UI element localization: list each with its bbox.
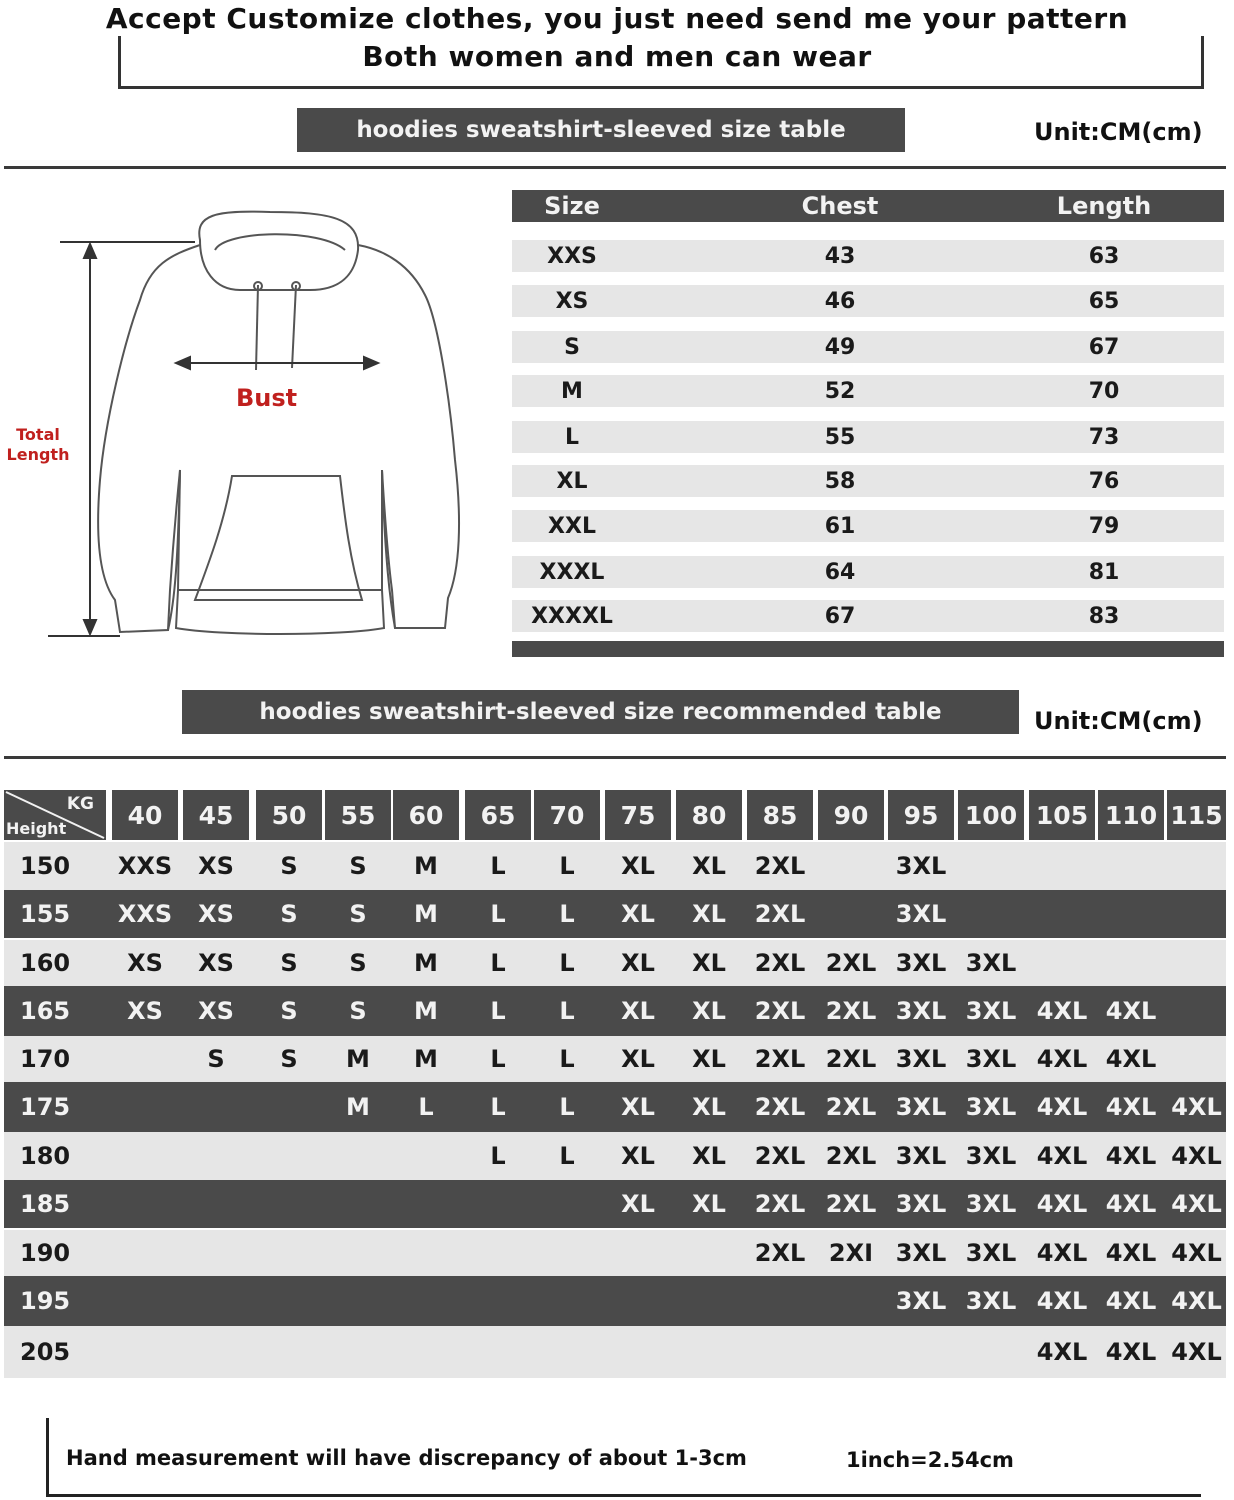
- size-recommendation-cell: [1029, 890, 1095, 938]
- size-recommendation-cell: [747, 1326, 813, 1378]
- kg-header-cell: 50: [256, 790, 322, 840]
- recommended-row: [4, 986, 1226, 1036]
- size-recommendation-cell: [958, 842, 1024, 890]
- kg-header-cell: 100: [958, 790, 1024, 840]
- size-recommendation-cell: [534, 1180, 600, 1228]
- size-recommendation-cell: 4XL: [1171, 1093, 1222, 1121]
- size-recommendation-cell: [465, 1230, 531, 1276]
- size-table-cell: 43: [824, 243, 856, 269]
- size-recommendation-cell: 4XL: [1105, 997, 1157, 1025]
- size-table-cell: 52: [824, 378, 856, 404]
- size-recommendation-cell: 2XL: [825, 1142, 877, 1170]
- size-recommendation-cell: 4XL: [1036, 997, 1088, 1025]
- size-table-unit: Unit:CM(cm): [1034, 118, 1203, 146]
- size-recommendation-cell: [112, 1230, 178, 1276]
- size-recommendation-cell: 2XL: [754, 1045, 806, 1073]
- size-recommendation-cell: [605, 1326, 671, 1378]
- size-recommendation-cell: L: [559, 949, 575, 977]
- size-recommendation-cell: 3XL: [965, 949, 1017, 977]
- size-table-col-size: Size: [544, 192, 600, 220]
- size-recommendation-cell: [534, 1276, 600, 1326]
- size-table-cell: XXL: [548, 513, 596, 539]
- height-cell: 195: [20, 1287, 71, 1315]
- size-recommendation-cell: [676, 1326, 742, 1378]
- size-recommendation-cell: [256, 1230, 322, 1276]
- size-recommendation-cell: 2XL: [754, 1142, 806, 1170]
- size-recommendation-cell: [393, 1132, 459, 1180]
- size-recommendation-cell: 3XL: [895, 1287, 947, 1315]
- size-recommendation-cell: XL: [621, 900, 655, 928]
- kg-header-cell: 95: [888, 790, 954, 840]
- total-label-line2: Length: [6, 445, 70, 464]
- size-recommendation-cell: [325, 1326, 391, 1378]
- height-cell: 165: [20, 997, 71, 1025]
- size-table-footer-bar: [512, 641, 1224, 657]
- size-recommendation-cell: XS: [127, 949, 163, 977]
- size-recommendation-cell: [393, 1230, 459, 1276]
- size-recommendation-cell: S: [207, 1045, 225, 1073]
- size-recommendation-cell: [112, 1132, 178, 1180]
- size-recommendation-cell: 4XL: [1036, 1338, 1088, 1366]
- size-recommendation-cell: S: [349, 997, 367, 1025]
- size-recommendation-cell: M: [414, 900, 438, 928]
- size-recommendation-cell: XL: [621, 1045, 655, 1073]
- size-recommendation-cell: [183, 1326, 249, 1378]
- total-length-label: [0, 425, 76, 465]
- size-recommendation-cell: 2XL: [754, 852, 806, 880]
- size-recommendation-cell: 4XL: [1105, 1093, 1157, 1121]
- size-recommendation-cell: XS: [198, 900, 234, 928]
- size-table-row: [512, 331, 1224, 363]
- size-table-cell: XS: [555, 288, 589, 314]
- size-recommendation-cell: 3XL: [895, 1190, 947, 1218]
- size-recommendation-cell: L: [559, 1045, 575, 1073]
- size-table-header: [512, 190, 1224, 222]
- size-recommendation-cell: 4XL: [1105, 1142, 1157, 1170]
- size-recommendation-cell: [465, 1180, 531, 1228]
- size-recommendation-cell: [325, 1180, 391, 1228]
- size-recommendation-cell: XL: [692, 1093, 726, 1121]
- size-recommendation-cell: XL: [621, 1093, 655, 1121]
- size-recommendation-cell: [1167, 940, 1226, 986]
- size-recommendation-cell: XL: [692, 1190, 726, 1218]
- size-recommendation-cell: L: [418, 1093, 434, 1121]
- size-recommendation-cell: [1167, 1036, 1226, 1082]
- size-table-cell: S: [564, 334, 580, 360]
- size-table-cell: 76: [1088, 468, 1120, 494]
- size-recommendation-cell: 4XL: [1105, 1045, 1157, 1073]
- size-table-row: [512, 556, 1224, 588]
- size-recommendation-cell: XL: [692, 1142, 726, 1170]
- height-cell: 170: [20, 1045, 71, 1073]
- pocket-outline: [195, 476, 362, 600]
- size-recommendation-cell: S: [280, 997, 298, 1025]
- size-recommendation-cell: [534, 1230, 600, 1276]
- size-recommendation-cell: 3XL: [965, 1093, 1017, 1121]
- size-recommendation-cell: 3XL: [895, 1239, 947, 1267]
- size-recommendation-cell: 2XL: [754, 949, 806, 977]
- size-recommendation-cell: 4XL: [1036, 1239, 1088, 1267]
- size-table-cell: XL: [556, 468, 588, 494]
- size-recommendation-cell: [958, 890, 1024, 938]
- kg-header-cell: 90: [818, 790, 884, 840]
- total-label-line1: Total: [16, 425, 60, 444]
- size-table-cell: 55: [824, 424, 856, 450]
- size-recommendation-cell: [676, 1276, 742, 1326]
- size-recommendation-cell: XL: [692, 852, 726, 880]
- size-table-col-length: Length: [1056, 192, 1152, 220]
- size-recommendation-cell: XS: [198, 949, 234, 977]
- size-recommendation-cell: [1098, 842, 1164, 890]
- size-recommendation-cell: 4XL: [1171, 1338, 1222, 1366]
- size-recommendation-cell: 3XL: [895, 949, 947, 977]
- size-recommendation-cell: L: [490, 997, 506, 1025]
- kg-header-cell: 85: [747, 790, 813, 840]
- kg-header-cell: 75: [605, 790, 671, 840]
- recommended-row: [4, 1276, 1226, 1326]
- size-recommendation-cell: XXS: [117, 852, 173, 880]
- kg-header-cell: 40: [112, 790, 178, 840]
- size-table-banner: hoodies sweatshirt-sleeved size table: [297, 108, 905, 152]
- size-recommendation-cell: 4XL: [1036, 1287, 1088, 1315]
- size-recommendation-cell: [112, 1276, 178, 1326]
- size-recommendation-cell: 4XL: [1036, 1142, 1088, 1170]
- size-table-cell: 65: [1088, 288, 1120, 314]
- recommended-row: [4, 842, 1226, 890]
- size-recommendation-cell: L: [490, 949, 506, 977]
- size-recommendation-cell: S: [280, 949, 298, 977]
- size-recommendation-cell: [747, 1276, 813, 1326]
- size-recommendation-cell: 2XL: [825, 1045, 877, 1073]
- size-recommendation-cell: 3XL: [895, 997, 947, 1025]
- size-table-cell: 83: [1088, 603, 1120, 629]
- size-recommendation-cell: 4XL: [1105, 1338, 1157, 1366]
- size-recommendation-cell: [465, 1276, 531, 1326]
- size-recommendation-cell: XS: [198, 852, 234, 880]
- size-recommendation-cell: XS: [198, 997, 234, 1025]
- recommended-table-unit: Unit:CM(cm): [1034, 707, 1203, 735]
- hoodie-diagram: [0, 175, 500, 655]
- size-recommendation-cell: [958, 1326, 1024, 1378]
- measurement-note: Hand measurement will have discrepancy of about 1-3cm: [66, 1446, 747, 1470]
- arrow-right-icon: [364, 357, 378, 369]
- size-recommendation-cell: [325, 1230, 391, 1276]
- size-recommendation-cell: XL: [692, 900, 726, 928]
- recommended-row: [4, 1132, 1226, 1180]
- size-recommendation-cell: [818, 1276, 884, 1326]
- size-recommendation-cell: [325, 1132, 391, 1180]
- size-recommendation-cell: [605, 1230, 671, 1276]
- kg-header-cell: 65: [465, 790, 531, 840]
- size-table-row: [512, 285, 1224, 317]
- size-recommendation-cell: [1098, 940, 1164, 986]
- size-recommendation-cell: XL: [621, 1190, 655, 1218]
- arrow-up-icon: [84, 244, 96, 258]
- size-table-cell: 61: [824, 513, 856, 539]
- size-recommendation-cell: [1167, 842, 1226, 890]
- size-recommendation-cell: L: [559, 1142, 575, 1170]
- height-cell: 155: [20, 900, 71, 928]
- size-recommendation-cell: L: [490, 852, 506, 880]
- size-recommendation-cell: 2XL: [825, 949, 877, 977]
- size-recommendation-cell: 2XL: [754, 1190, 806, 1218]
- size-recommendation-cell: [256, 1276, 322, 1326]
- kg-header-cell: 115: [1167, 790, 1226, 840]
- size-recommendation-cell: 3XL: [965, 997, 1017, 1025]
- size-recommendation-cell: XL: [621, 852, 655, 880]
- size-recommendation-cell: [393, 1326, 459, 1378]
- size-recommendation-cell: 2XI: [828, 1239, 874, 1267]
- section-divider-2: [4, 756, 1226, 759]
- size-table-cell: 58: [824, 468, 856, 494]
- size-recommendation-cell: L: [559, 900, 575, 928]
- size-recommendation-cell: XS: [127, 997, 163, 1025]
- size-recommendation-cell: L: [490, 1093, 506, 1121]
- size-recommendation-cell: [112, 1180, 178, 1228]
- size-recommendation-cell: [325, 1276, 391, 1326]
- size-table-row: [512, 375, 1224, 407]
- size-recommendation-cell: XL: [692, 949, 726, 977]
- recommended-row: [4, 1082, 1226, 1132]
- kg-header-cell: 55: [325, 790, 391, 840]
- size-recommendation-cell: XL: [621, 949, 655, 977]
- size-table-row: [512, 240, 1224, 272]
- size-table-cell: 46: [824, 288, 856, 314]
- size-recommendation-cell: 4XL: [1171, 1287, 1222, 1315]
- size-recommendation-cell: 3XL: [895, 900, 947, 928]
- size-table-cell: 67: [1088, 334, 1120, 360]
- size-table-row: [512, 465, 1224, 497]
- size-recommendation-cell: 3XL: [965, 1142, 1017, 1170]
- height-cell: 180: [20, 1142, 71, 1170]
- corner-kg-label: KG: [66, 794, 94, 814]
- size-recommendation-cell: [183, 1276, 249, 1326]
- size-recommendation-cell: 4XL: [1105, 1190, 1157, 1218]
- recommended-row: [4, 1036, 1226, 1082]
- size-table-cell: L: [564, 424, 580, 450]
- size-recommendation-cell: [605, 1276, 671, 1326]
- size-recommendation-cell: [465, 1326, 531, 1378]
- size-recommendation-cell: XXS: [117, 900, 173, 928]
- size-recommendation-cell: 3XL: [965, 1287, 1017, 1315]
- height-cell: 185: [20, 1190, 71, 1218]
- size-recommendation-cell: 2XL: [825, 1190, 877, 1218]
- recommended-row: [4, 1230, 1226, 1276]
- size-recommendation-cell: S: [349, 949, 367, 977]
- size-recommendation-cell: [818, 890, 884, 938]
- recommended-row: [4, 1180, 1226, 1228]
- size-table-cell: M: [561, 378, 583, 404]
- size-recommendation-cell: 4XL: [1036, 1093, 1088, 1121]
- recommended-row: [4, 890, 1226, 938]
- size-table-row: [512, 600, 1224, 632]
- size-recommendation-cell: [818, 842, 884, 890]
- size-table-cell: 73: [1088, 424, 1120, 450]
- size-recommendation-cell: 4XL: [1171, 1239, 1222, 1267]
- size-recommendation-cell: [112, 1082, 178, 1132]
- size-recommendation-cell: 4XL: [1105, 1239, 1157, 1267]
- size-recommendation-cell: 2XL: [825, 1093, 877, 1121]
- size-recommendation-cell: 4XL: [1036, 1045, 1088, 1073]
- size-table-cell: 79: [1088, 513, 1120, 539]
- section-divider: [4, 166, 1226, 169]
- size-recommendation-cell: [256, 1082, 322, 1132]
- size-recommendation-cell: 4XL: [1171, 1142, 1222, 1170]
- kg-header-cell: 80: [676, 790, 742, 840]
- size-recommendation-cell: [1167, 986, 1226, 1036]
- size-table-cell: XXXXL: [531, 603, 613, 629]
- size-recommendation-cell: [183, 1132, 249, 1180]
- size-recommendation-cell: 4XL: [1036, 1190, 1088, 1218]
- inch-conversion: 1inch=2.54cm: [846, 1448, 1014, 1472]
- size-recommendation-cell: [112, 1326, 178, 1378]
- size-recommendation-cell: L: [559, 997, 575, 1025]
- size-table-cell: 81: [1088, 559, 1120, 585]
- recommended-table-banner: hoodies sweatshirt-sleeved size recommended table: [182, 690, 1019, 734]
- size-recommendation-cell: 3XL: [895, 1093, 947, 1121]
- size-recommendation-cell: [256, 1132, 322, 1180]
- corner-height-label: Height: [6, 819, 67, 838]
- size-recommendation-cell: [818, 1326, 884, 1378]
- size-recommendation-cell: [1167, 890, 1226, 938]
- size-recommendation-cell: [1029, 940, 1095, 986]
- arrow-left-icon: [176, 357, 190, 369]
- size-table-cell: 49: [824, 334, 856, 360]
- size-recommendation-cell: 2XL: [754, 997, 806, 1025]
- size-recommendation-cell: 3XL: [895, 1045, 947, 1073]
- size-recommendation-cell: S: [280, 1045, 298, 1073]
- size-table-row: [512, 510, 1224, 542]
- kg-header-cell: 110: [1098, 790, 1164, 840]
- size-recommendation-cell: 4XL: [1105, 1287, 1157, 1315]
- header-line-1: Accept Customize clothes, you just need send me your pattern: [105, 2, 1129, 35]
- size-table-row: [512, 421, 1224, 453]
- hood-outline: [199, 212, 358, 290]
- kg-header-cell: 45: [183, 790, 249, 840]
- size-recommendation-cell: [534, 1326, 600, 1378]
- size-recommendation-cell: [1098, 890, 1164, 938]
- size-recommendation-cell: [183, 1082, 249, 1132]
- kg-header-cell: 60: [393, 790, 459, 840]
- height-cell: 175: [20, 1093, 71, 1121]
- size-recommendation-cell: S: [349, 900, 367, 928]
- size-recommendation-cell: [676, 1230, 742, 1276]
- size-recommendation-cell: XL: [692, 1045, 726, 1073]
- size-table-cell: 64: [824, 559, 856, 585]
- size-table-col-chest: Chest: [801, 192, 879, 220]
- recommended-row: [4, 1326, 1226, 1378]
- size-recommendation-cell: 3XL: [965, 1190, 1017, 1218]
- size-recommendation-cell: M: [414, 1045, 438, 1073]
- size-recommendation-cell: 2XL: [754, 900, 806, 928]
- size-recommendation-cell: 3XL: [895, 1142, 947, 1170]
- size-recommendation-cell: S: [349, 852, 367, 880]
- size-recommendation-cell: 4XL: [1171, 1190, 1222, 1218]
- drawstring-right: [292, 285, 296, 368]
- size-recommendation-cell: [393, 1180, 459, 1228]
- size-table-cell: XXXL: [539, 559, 605, 585]
- bust-label: Bust: [236, 384, 298, 412]
- size-recommendation-cell: 2XL: [825, 997, 877, 1025]
- size-recommendation-cell: L: [490, 1142, 506, 1170]
- height-cell: 150: [20, 852, 71, 880]
- recommended-row: [4, 940, 1226, 986]
- size-recommendation-cell: M: [346, 1093, 370, 1121]
- size-recommendation-cell: [888, 1326, 954, 1378]
- size-recommendation-cell: L: [490, 1045, 506, 1073]
- size-table-cell: XXS: [547, 243, 597, 269]
- corner-cell: [4, 790, 106, 840]
- size-recommendation-cell: M: [346, 1045, 370, 1073]
- size-recommendation-cell: M: [414, 852, 438, 880]
- size-recommendation-cell: XL: [621, 1142, 655, 1170]
- size-recommendation-cell: L: [490, 900, 506, 928]
- size-recommendation-cell: XL: [621, 997, 655, 1025]
- size-recommendation-cell: [256, 1180, 322, 1228]
- kg-header-cell: 70: [534, 790, 600, 840]
- size-recommendation-cell: 3XL: [895, 852, 947, 880]
- header-line-2: Both women and men can wear: [362, 40, 872, 73]
- size-recommendation-cell: [183, 1180, 249, 1228]
- size-recommendation-cell: [183, 1230, 249, 1276]
- size-recommendation-cell: [112, 1036, 178, 1082]
- size-recommendation-cell: [256, 1326, 322, 1378]
- size-recommendation-cell: XL: [692, 997, 726, 1025]
- size-recommendation-cell: [393, 1276, 459, 1326]
- body-outline: [98, 245, 459, 632]
- size-table-cell: 70: [1088, 378, 1120, 404]
- height-cell: 205: [20, 1338, 71, 1366]
- size-table-cell: 63: [1088, 243, 1120, 269]
- size-recommendation-cell: L: [559, 1093, 575, 1121]
- size-recommendation-cell: 2XL: [754, 1239, 806, 1267]
- size-recommendation-cell: L: [559, 852, 575, 880]
- height-cell: 160: [20, 949, 71, 977]
- size-recommendation-cell: 3XL: [965, 1045, 1017, 1073]
- size-recommendation-cell: M: [414, 949, 438, 977]
- size-table-cell: 67: [824, 603, 856, 629]
- drawstring-left: [256, 285, 258, 370]
- height-cell: 190: [20, 1239, 71, 1267]
- size-recommendation-cell: 2XL: [754, 1093, 806, 1121]
- arrow-down-icon: [84, 620, 96, 634]
- size-recommendation-cell: S: [280, 852, 298, 880]
- size-recommendation-cell: S: [280, 900, 298, 928]
- size-recommendation-cell: M: [414, 997, 438, 1025]
- size-recommendation-cell: [1029, 842, 1095, 890]
- kg-header-cell: 105: [1029, 790, 1095, 840]
- size-recommendation-cell: 3XL: [965, 1239, 1017, 1267]
